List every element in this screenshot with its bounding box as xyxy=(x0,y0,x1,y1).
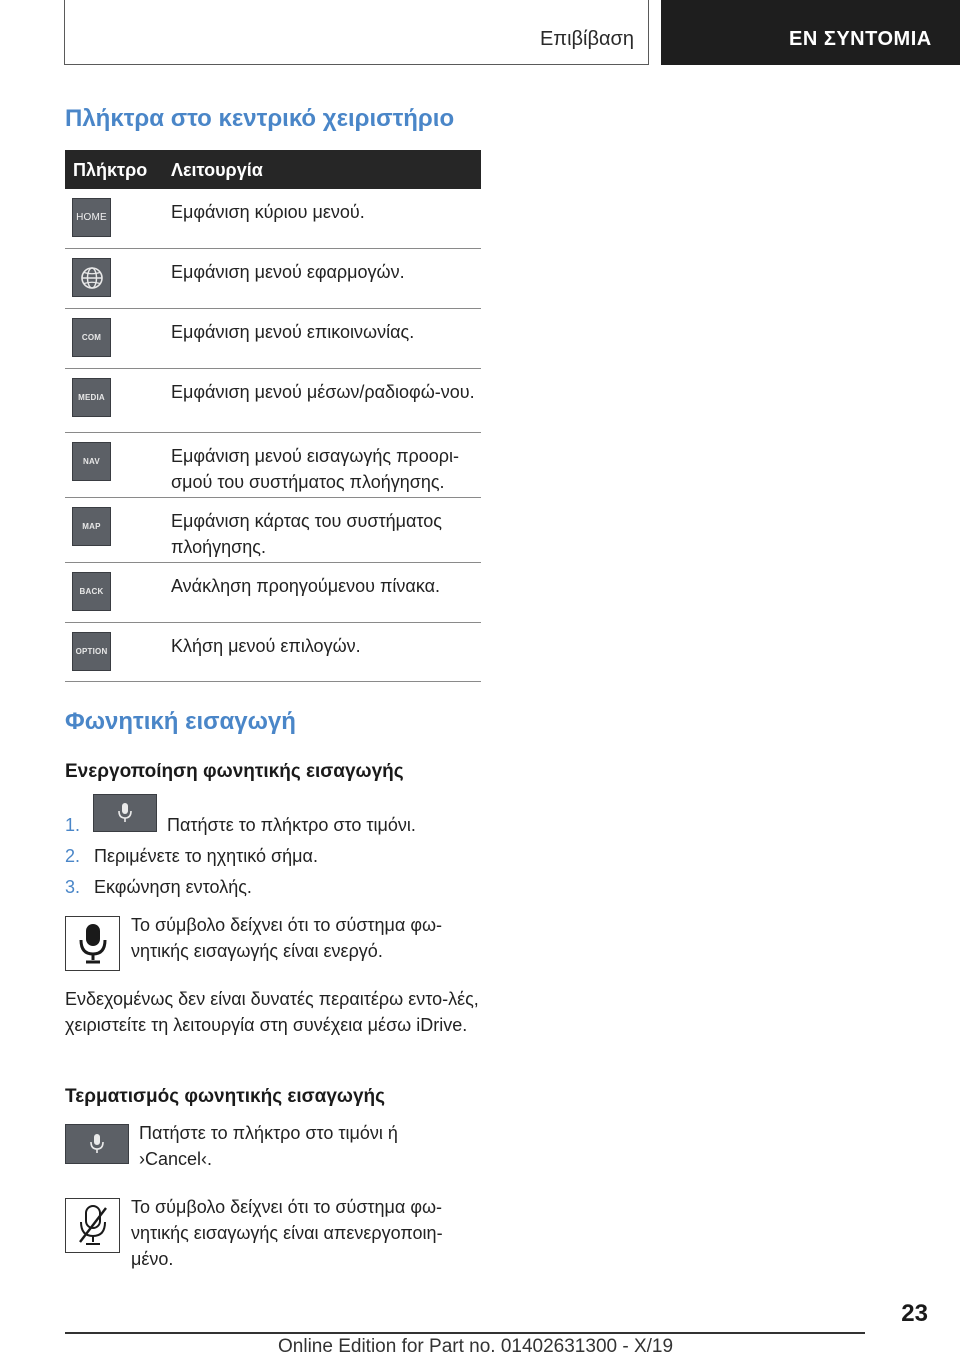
map-key-icon: MAP xyxy=(72,507,111,546)
step-number: 2. xyxy=(65,846,81,866)
row-function-text: Εμφάνιση κύριου μενού. xyxy=(171,202,365,222)
end-voice-title: Τερματισμός φωνητικής εισαγωγής xyxy=(65,1086,385,1107)
table-header-key: Πλήκτρο xyxy=(73,160,148,180)
page-number: 23 xyxy=(901,1300,928,1327)
row-function-text: Εμφάνιση μενού εφαρμογών. xyxy=(171,262,405,282)
table-row xyxy=(65,623,481,682)
table-row xyxy=(65,249,481,309)
steering-wheel-voice-button-icon xyxy=(65,1124,129,1164)
table-header-function: Λειτουργία xyxy=(171,160,263,180)
row-function-text: Εμφάνιση μενού επικοινωνίας. xyxy=(171,322,415,342)
header-chapter-label: ΕΝ ΣΥΝΤΟΜΙΑ xyxy=(789,28,932,50)
row-function-text: Εμφάνιση μενού εισαγωγής προορι-σμού του συστήματος πλοήγησης. xyxy=(171,446,460,492)
header-section-tab xyxy=(64,0,649,65)
controller-keys-table xyxy=(65,150,481,682)
step-text: Εκφώνηση εντολής. xyxy=(94,877,252,897)
table-header xyxy=(65,150,481,189)
fallback-note: Ενδεχομένως δεν είναι δυνατές περαιτέρω εντο-λές, χειριστείτε τη λειτουργία στη συνέχεια μέσω iDrive. xyxy=(65,989,479,1035)
com-key-icon: COM xyxy=(72,318,111,357)
header-chapter-tab xyxy=(661,0,960,65)
table-row xyxy=(65,189,481,249)
footer-edition: Online Edition for Part no. 01402631300 - X/19 xyxy=(278,1336,674,1357)
nav-key-icon: NAV xyxy=(72,442,111,481)
voice-input-title: Φωνητική εισαγωγή xyxy=(65,708,296,735)
table-row xyxy=(65,309,481,369)
end-instruction: Πατήστε το πλήκτρο στο τιμόνι ή ›Cancel‹. xyxy=(139,1123,398,1169)
voice-active-microphone-icon xyxy=(65,916,120,971)
table-row xyxy=(65,433,481,498)
row-function-text: Εμφάνιση κάρτας του συστήματος πλοήγησης. xyxy=(171,511,442,557)
option-key-icon: OPTION xyxy=(72,632,111,671)
voice-inactive-note: Το σύμβολο δείχνει ότι το σύστημα φω-νητικής εισαγωγής είναι απενεργοποιη-μένο. xyxy=(131,1197,443,1269)
controller-keys-title: Πλήκτρα στο κεντρικό χειριστήριο xyxy=(65,105,455,132)
step-number: 1. xyxy=(65,815,81,835)
media-key-icon: MEDIA xyxy=(72,378,111,417)
row-function-text: Εμφάνιση μενού μέσων/ραδιοφώ-νου. xyxy=(171,382,475,402)
header-section-label: Επιβίβαση xyxy=(539,28,634,50)
voice-inactive-microphone-icon xyxy=(65,1198,120,1253)
back-key-icon: BACK xyxy=(72,572,111,611)
step-text: Περιμένετε το ηχητικό σήμα. xyxy=(94,846,318,866)
globe-icon xyxy=(72,258,111,297)
row-function-text: Κλήση μενού επιλογών. xyxy=(171,636,361,656)
step-text: Πατήστε το πλήκτρο στο τιμόνι. xyxy=(167,815,416,835)
voice-active-note: Το σύμβολο δείχνει ότι το σύστημα φω-νητικής εισαγωγής είναι ενεργό. xyxy=(131,915,443,961)
table-row xyxy=(65,498,481,563)
row-function-text: Ανάκληση προηγούμενου πίνακα. xyxy=(171,576,441,596)
table-row xyxy=(65,369,481,433)
footer-divider xyxy=(65,1332,865,1334)
step-number: 3. xyxy=(65,877,81,897)
table-row xyxy=(65,563,481,623)
home-key-icon: HOME xyxy=(72,198,111,237)
activate-voice-title: Ενεργοποίηση φωνητικής εισαγωγής xyxy=(65,761,404,782)
steering-wheel-voice-button-icon xyxy=(93,794,157,832)
